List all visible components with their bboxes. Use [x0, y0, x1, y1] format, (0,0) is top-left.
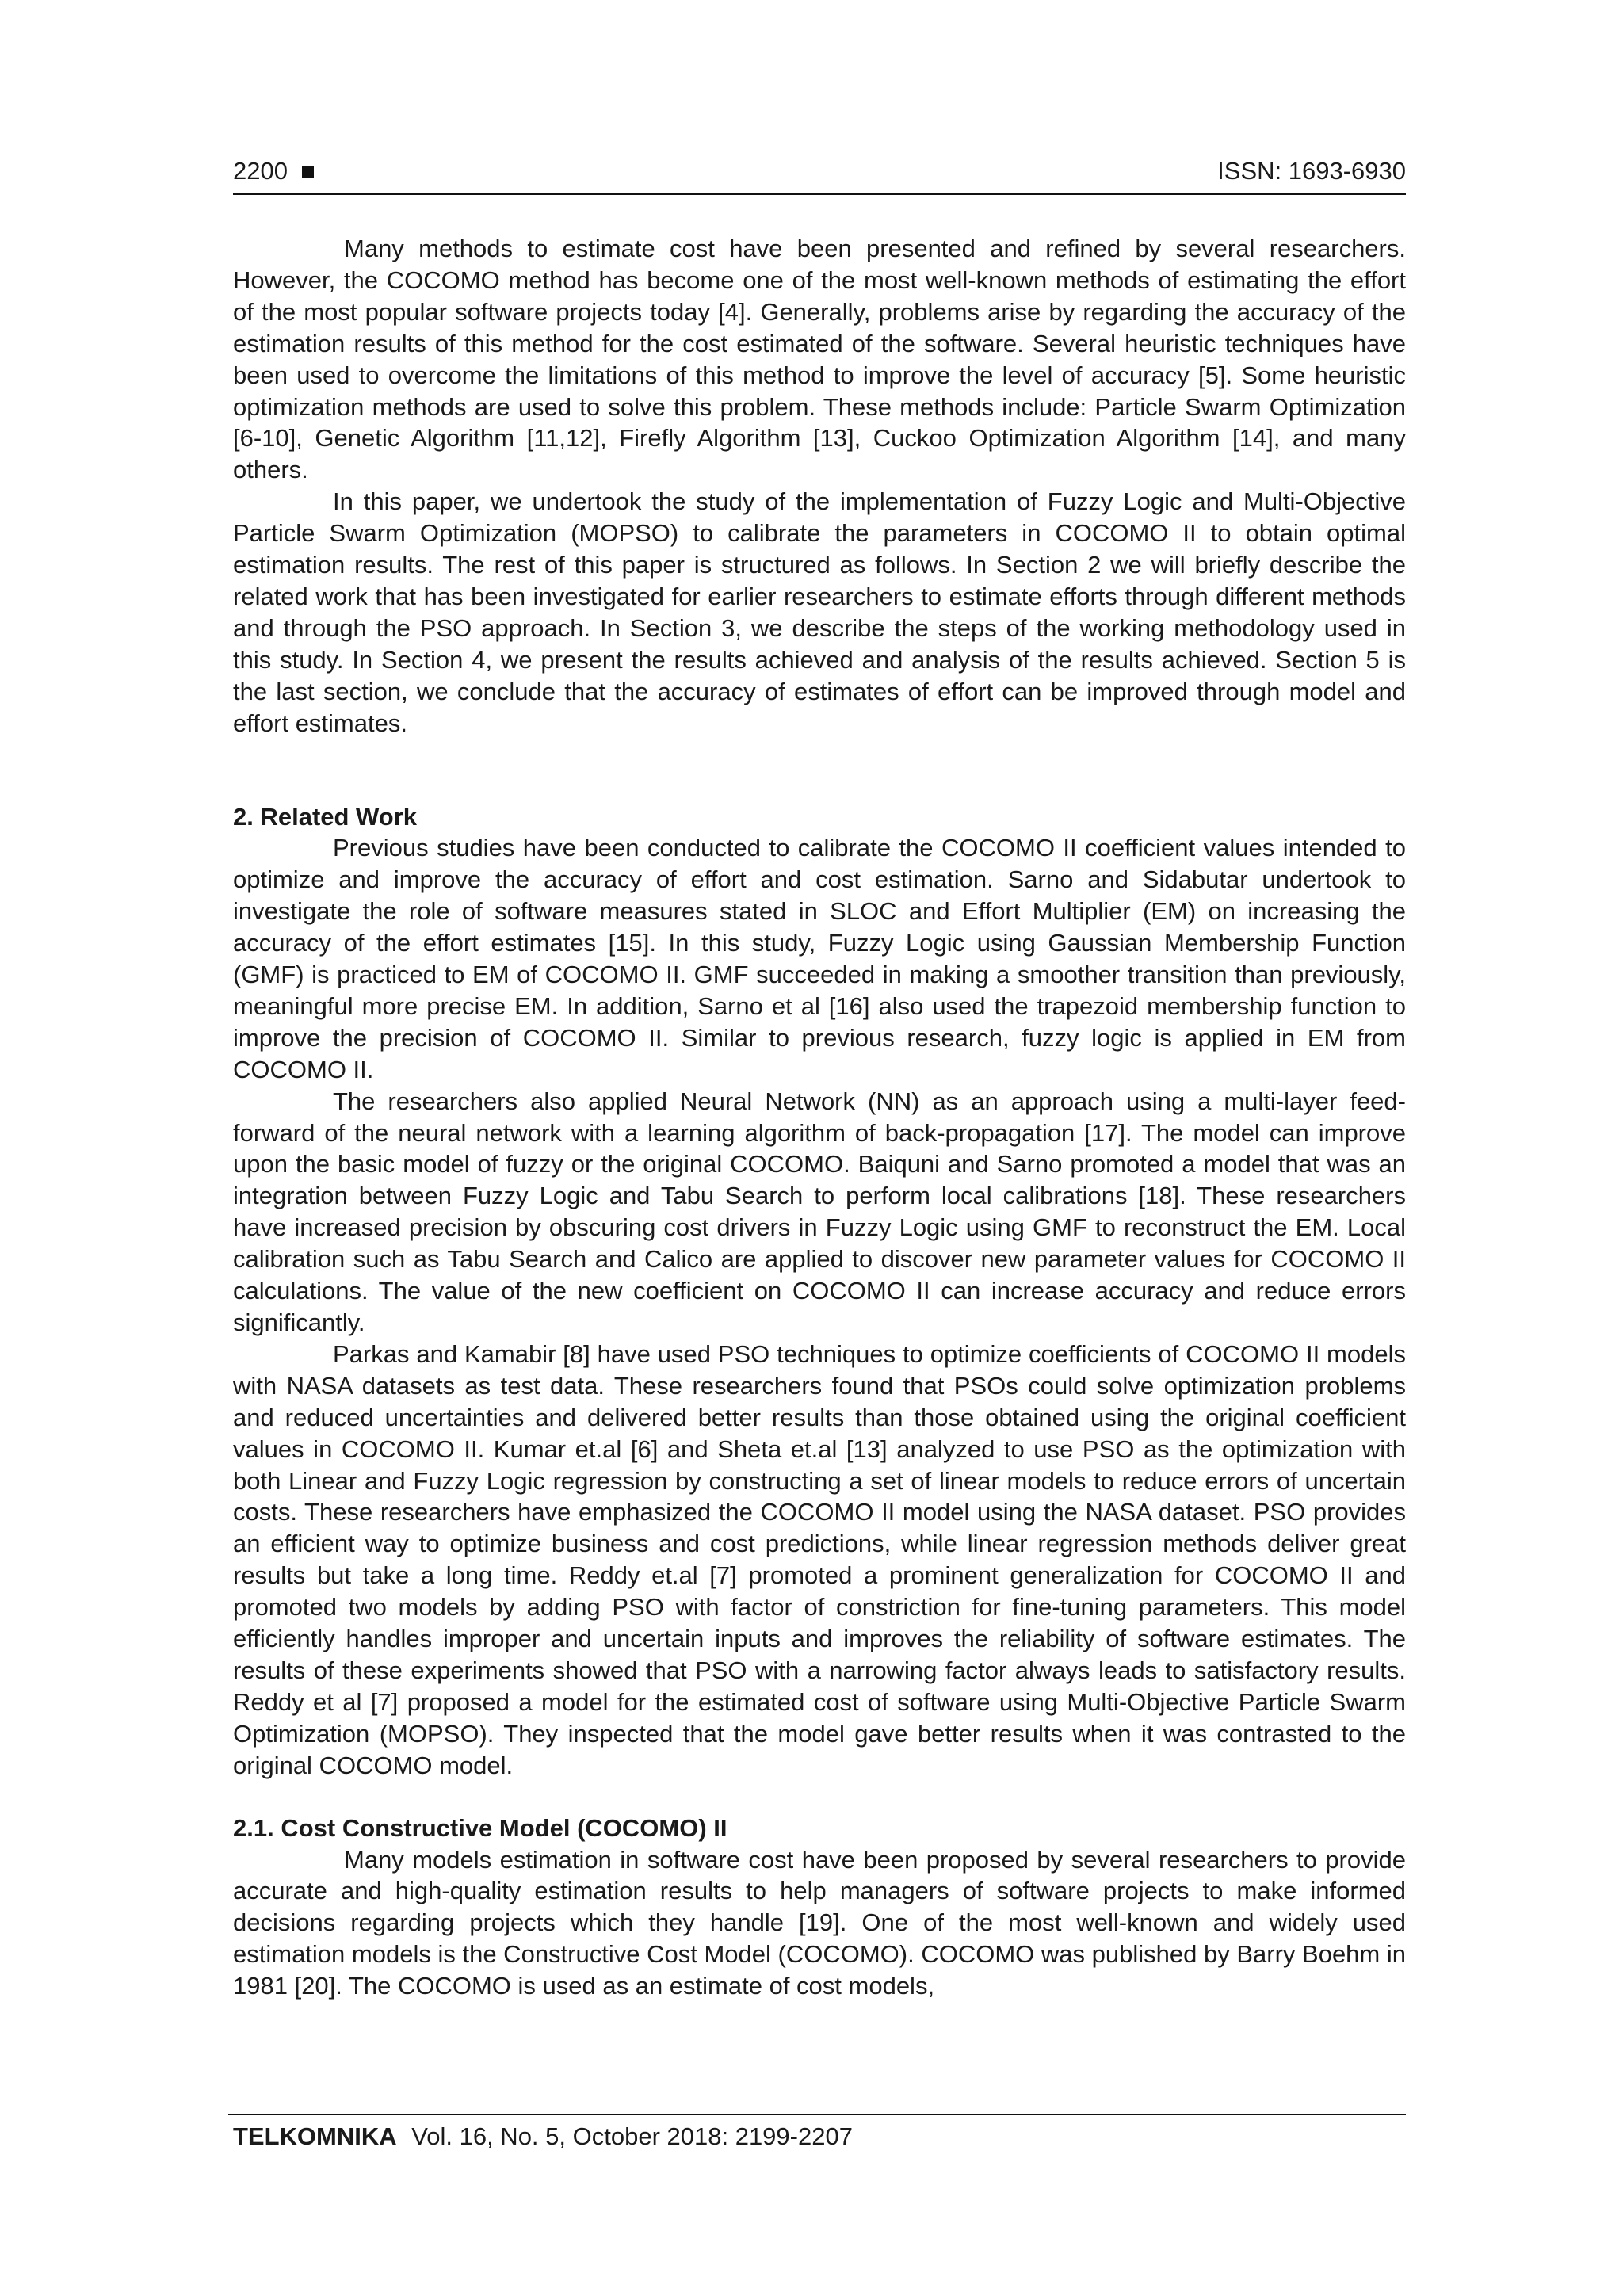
journal-citation: Vol. 16, No. 5, October 2018: 2199-2207 — [411, 2122, 853, 2150]
section-gap — [233, 1782, 1406, 1813]
page-footer — [233, 2121, 853, 2153]
page-header — [233, 155, 1406, 195]
section-heading-cocomo: 2.1. Cost Constructive Model (COCOMO) II — [233, 1813, 727, 1842]
journal-name: TELKOMNIKA — [233, 2122, 397, 2150]
intro-paragraph-1: Many methods to estimate cost have been presented and refined by several researchers. However, the COCOMO method has become one of the most well-known methods of estimating the effort of the most popular software projects today [4]. Generally, problems arise by regarding the accuracy of the estimation results of this method for the cost estimated of the software. Several heuristic techniques have been used to overcome the limitations of this method to improve the level of accuracy [5]. Some heuristic optimization methods are used to solve this problem. These methods include: Particle Swarm Optimization [6-10], Genetic Algorithm [11,12], Firefly Algorithm [13], Cuckoo Optimization Algorithm [14], and many others. — [233, 235, 1406, 484]
related-work-paragraph-3: Parkas and Kamabir [8] have used PSO techniques to optimize coefficients of COCOMO II models with NASA datasets as test data. These researchers found that PSOs could solve optimization problems and reduced uncertainties and delivered better results than those obtained using the original coefficient values in COCOMO II. Kumar et.al [6] and Sheta et.al [13] analyzed to use PSO as the optimization with both Linear and Fuzzy Logic regression by constructing a set of linear models to reduce errors of uncertain costs. These researchers have emphasized the COCOMO II model using the NASA dataset. PSO provides an efficient way to optimize business and cost predictions, while linear regression methods deliver great results but take a long time. Reddy et.al [7] promoted a prominent generalization for COCOMO II and promoted two models by adding PSO with factor of constriction for fine-tuning parameters. This model efficiently handles improper and uncertain inputs and improves the reliability of software estimates. The results of these experiments showed that PSO with a narrowing factor always leads to satisfactory results. Reddy et al [7] proposed a model for the estimated cost of software using Multi-Objective Particle Swarm Optimization (MOPSO). They inspected that the model gave better results when it was contrasted to the original COCOMO model. — [233, 1339, 1406, 1779]
intro-paragraph-2: In this paper, we undertook the study of the implementation of Fuzzy Logic and Multi-Objective Particle Swarm Optimization (MOPSO) to calibrate the parameters in COCOMO II to obtain optimal estimation results. The rest of this paper is structured as follows. In Section 2 we will briefly describe the related work that has been investigated for earlier researchers to estimate efforts through different methods and through the PSO approach. In Section 3, we describe the steps of the working methodology used in this study. In Section 4, we present the results achieved and analysis of the results achieved. Section 5 is the last section, we conclude that the accuracy of estimates of effort can be improved through model and effort estimates. — [233, 487, 1406, 737]
related-work-paragraph-2: The researchers also applied Neural Network (NN) as an approach using a multi-layer feed-forward of the neural network with a learning algorithm of back-propagation [17]. The model can improve upon the basic model of fuzzy or the original COCOMO. Baiquni and Sarno promoted a model that was an integration between Fuzzy Logic and Tabu Search to perform local calibrations [18]. These researchers have increased precision by obscuring cost drivers in Fuzzy Logic using GMF to reconstruct the EM. Local calibration such as Tabu Search and Calico are applied to discover new parameter values for COCOMO II calculations. The value of the new coefficient on COCOMO II can increase accuracy and reduce errors significantly. — [233, 1087, 1406, 1336]
issn: ISSN: 1693-6930 — [1217, 157, 1406, 185]
body-text — [233, 233, 1406, 2002]
section-gap — [233, 739, 1406, 801]
black-square-icon — [302, 166, 314, 178]
footer-rule — [228, 2114, 1406, 2115]
cocomo-paragraph-1: Many models estimation in software cost have been proposed by several researchers to provide accurate and high-quality estimation results to help managers of software projects to make informed decisions regarding projects which they handle [19]. One of the most well-known and widely used estimation models is the Constructive Cost Model (COCOMO). COCOMO was published by Barry Boehm in 1981 [20]. The COCOMO is used as an estimate of cost models, — [233, 1845, 1406, 2000]
related-work-paragraph-1: Previous studies have been conducted to calibrate the COCOMO II coefficient values intended to optimize and improve the accuracy of effort and cost estimation. Sarno and Sidabutar undertook to investigate the role of software measures stated in SLOC and Effort Multiplier (EM) on increasing the accuracy of the effort estimates [15]. In this study, Fuzzy Logic using Gaussian Membership Function (GMF) is practiced to EM of COCOMO II. GMF succeeded in making a smoother transition than previously, meaningful more precise EM. In addition, Sarno et al [16] also used the trapezoid membership function to improve the precision of COCOMO II. Similar to previous research, fuzzy logic is applied in EM from COCOMO II. — [233, 834, 1406, 1083]
page-number: 2200 — [233, 155, 314, 187]
header-rule — [233, 193, 1406, 195]
section-heading-related-work: 2. Related Work — [233, 802, 418, 831]
